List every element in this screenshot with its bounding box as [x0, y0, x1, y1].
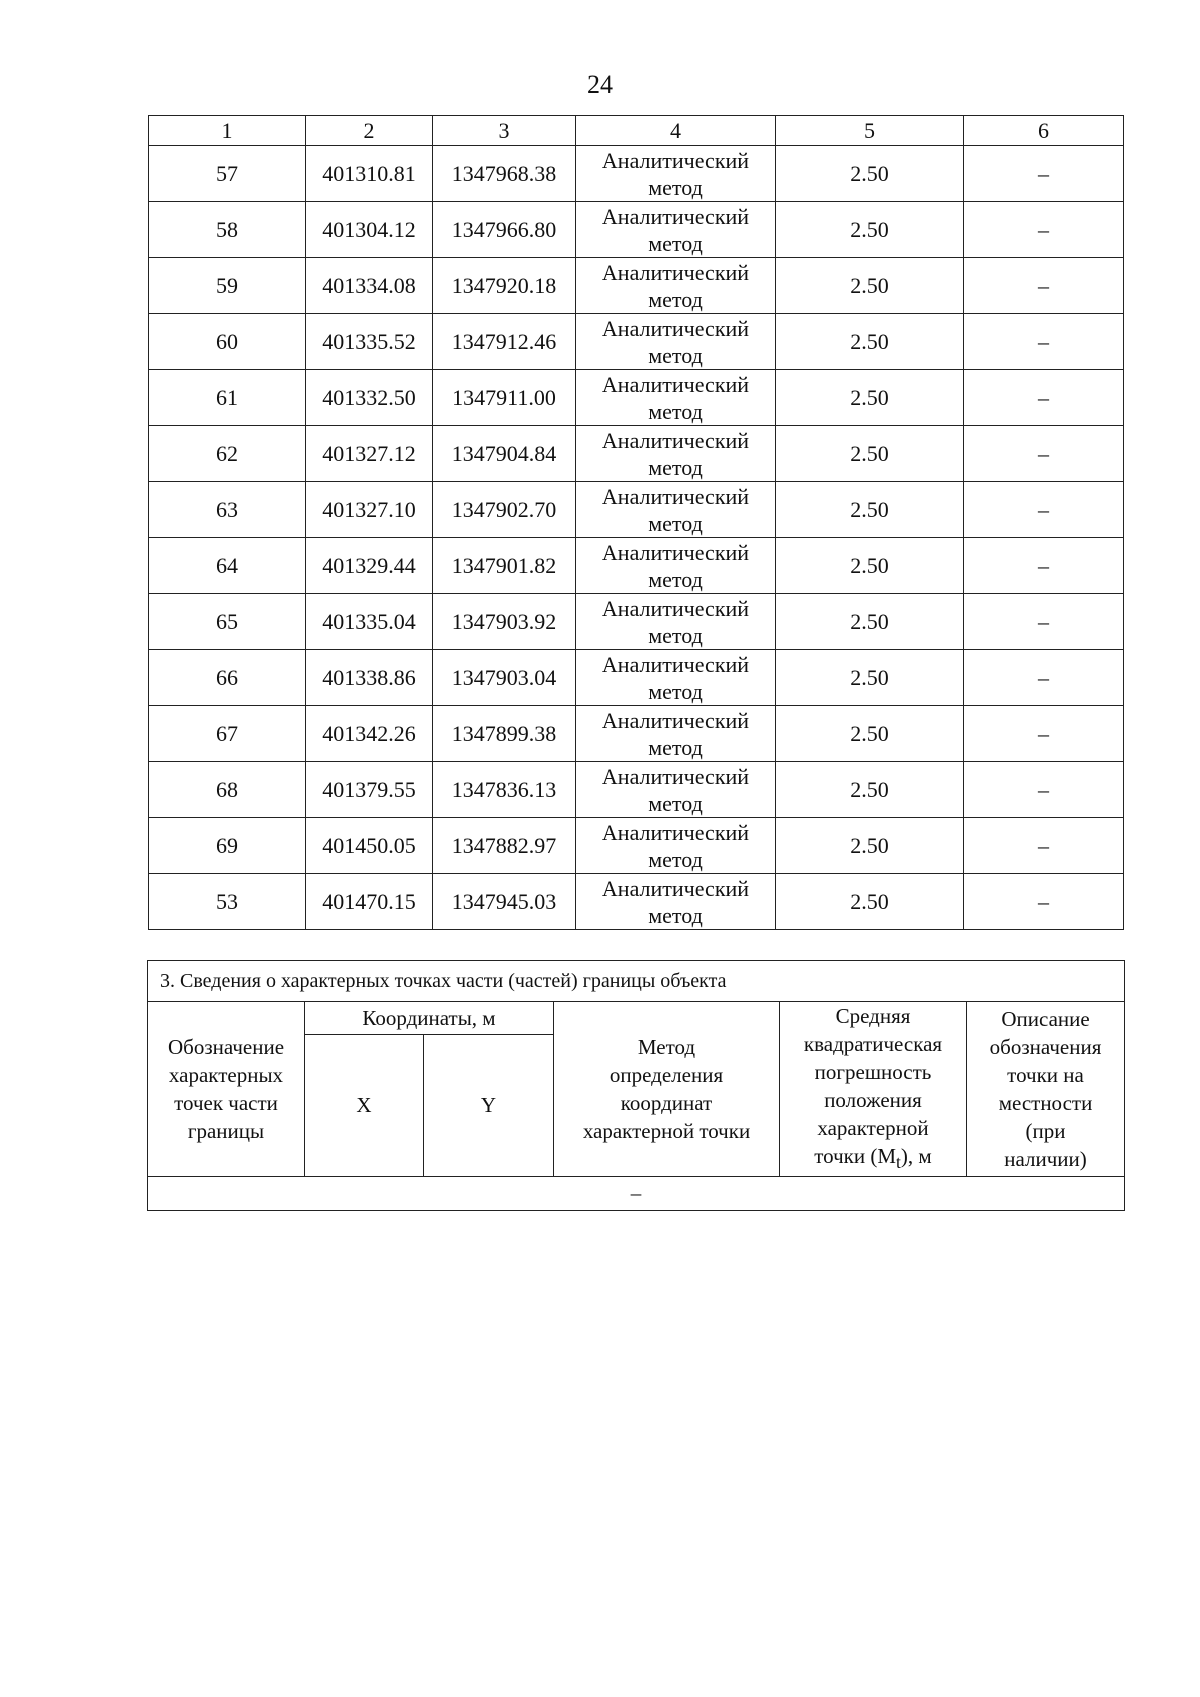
- method-line: Аналитический: [601, 203, 750, 229]
- header-line: Средняя: [835, 1004, 911, 1028]
- column-number: 6: [964, 116, 1124, 146]
- column-number: 3: [433, 116, 576, 146]
- method-line: Аналитический: [601, 483, 750, 509]
- error-cell: 2.50: [776, 314, 964, 370]
- description-cell: –: [964, 762, 1124, 818]
- header-line: определения: [609, 1063, 724, 1088]
- header-line: характерных: [168, 1063, 284, 1088]
- method-line: Аналитический: [601, 875, 750, 901]
- method-cell: [576, 370, 776, 426]
- method-cell: [576, 818, 776, 874]
- x-coordinate-cell: 401332.50: [306, 370, 433, 426]
- column-number: 1: [149, 116, 306, 146]
- method-line: метод: [648, 286, 703, 312]
- method-cell: [576, 202, 776, 258]
- header-line: точек части: [174, 1091, 278, 1116]
- point-number-cell: 62: [149, 426, 306, 482]
- x-coordinate-cell: 401327.10: [306, 482, 433, 538]
- method-line: Аналитический: [601, 315, 750, 341]
- error-header: [780, 1002, 967, 1177]
- error-cell: 2.50: [776, 818, 964, 874]
- error-cell: 2.50: [776, 762, 964, 818]
- section-title: 3. Сведения о характерных точках части (частей) границы объекта: [148, 961, 1125, 1002]
- header-line: координат: [620, 1091, 713, 1116]
- header-line: Описание: [1001, 1007, 1090, 1032]
- coordinates-header: Координаты, м: [305, 1002, 554, 1035]
- method-line: метод: [648, 230, 703, 256]
- error-cell: 2.50: [776, 370, 964, 426]
- method-cell: [576, 482, 776, 538]
- table-row: [149, 314, 1124, 370]
- point-number-cell: 67: [149, 706, 306, 762]
- y-coordinate-cell: 1347920.18: [433, 258, 576, 314]
- method-line: метод: [648, 902, 703, 928]
- x-coordinate-cell: 401338.86: [306, 650, 433, 706]
- description-cell: –: [964, 594, 1124, 650]
- y-coordinate-cell: 1347882.97: [433, 818, 576, 874]
- method-line: Аналитический: [601, 819, 750, 845]
- method-cell: [576, 146, 776, 202]
- column-number-row: [149, 116, 1124, 146]
- column-number: 2: [306, 116, 433, 146]
- header-line: Обозначение: [167, 1035, 285, 1060]
- method-line: Аналитический: [601, 371, 750, 397]
- table-row: [149, 650, 1124, 706]
- method-line: метод: [648, 734, 703, 760]
- y-coordinate-cell: 1347903.04: [433, 650, 576, 706]
- method-cell: [576, 874, 776, 930]
- x-coordinate-cell: 401379.55: [306, 762, 433, 818]
- x-coordinate-cell: 401450.05: [306, 818, 433, 874]
- y-header: Y: [424, 1035, 554, 1177]
- method-line: метод: [648, 510, 703, 536]
- header-line: Метод: [637, 1035, 696, 1060]
- header-line: характерной: [817, 1116, 929, 1140]
- error-cell: 2.50: [776, 594, 964, 650]
- method-cell: [576, 650, 776, 706]
- error-cell: 2.50: [776, 650, 964, 706]
- description-cell: –: [964, 482, 1124, 538]
- description-header: [967, 1002, 1125, 1177]
- header-line: (при: [1025, 1119, 1066, 1144]
- y-coordinate-cell: 1347945.03: [433, 874, 576, 930]
- error-cell: 2.50: [776, 258, 964, 314]
- point-number-cell: 66: [149, 650, 306, 706]
- error-cell: 2.50: [776, 482, 964, 538]
- header-line: квадратическая: [803, 1032, 943, 1056]
- error-cell: 2.50: [776, 874, 964, 930]
- header-line-prefix: точки (M: [814, 1144, 897, 1168]
- header-line: местности: [998, 1091, 1093, 1116]
- method-line: метод: [648, 174, 703, 200]
- header-line: точки на: [1007, 1063, 1084, 1088]
- point-number-cell: 64: [149, 538, 306, 594]
- header-line: обозначения: [989, 1035, 1102, 1060]
- table-row: [149, 146, 1124, 202]
- y-coordinate-cell: 1347899.38: [433, 706, 576, 762]
- table-row: [149, 426, 1124, 482]
- method-line: Аналитический: [601, 651, 750, 677]
- description-cell: –: [964, 818, 1124, 874]
- point-number-cell: 63: [149, 482, 306, 538]
- y-coordinate-cell: 1347912.46: [433, 314, 576, 370]
- parts-points-table: [147, 960, 1125, 1211]
- error-cell: 2.50: [776, 202, 964, 258]
- x-header: X: [305, 1035, 424, 1177]
- method-line: Аналитический: [601, 259, 750, 285]
- description-cell: –: [964, 314, 1124, 370]
- point-number-cell: 69: [149, 818, 306, 874]
- table-row: [149, 762, 1124, 818]
- y-coordinate-cell: 1347901.82: [433, 538, 576, 594]
- method-cell: [576, 594, 776, 650]
- table-row: [149, 482, 1124, 538]
- header-line: погрешность: [814, 1060, 932, 1084]
- x-coordinate-cell: 401327.12: [306, 426, 433, 482]
- point-number-cell: 59: [149, 258, 306, 314]
- table-row: [149, 258, 1124, 314]
- method-line: Аналитический: [601, 427, 750, 453]
- y-coordinate-cell: 1347904.84: [433, 426, 576, 482]
- description-cell: –: [964, 146, 1124, 202]
- method-line: метод: [648, 566, 703, 592]
- point-number-cell: 61: [149, 370, 306, 426]
- y-coordinate-cell: 1347968.38: [433, 146, 576, 202]
- description-cell: –: [964, 874, 1124, 930]
- description-cell: –: [964, 538, 1124, 594]
- error-cell: 2.50: [776, 538, 964, 594]
- method-line: Аналитический: [601, 707, 750, 733]
- header-line: [814, 1144, 932, 1173]
- description-cell: –: [964, 202, 1124, 258]
- header-line: наличии): [1004, 1147, 1087, 1172]
- x-coordinate-cell: 401310.81: [306, 146, 433, 202]
- empty-row-dash: –: [148, 1177, 1125, 1211]
- description-cell: –: [964, 370, 1124, 426]
- error-cell: 2.50: [776, 146, 964, 202]
- point-designation-header: [148, 1002, 305, 1177]
- method-line: метод: [648, 790, 703, 816]
- y-coordinate-cell: 1347966.80: [433, 202, 576, 258]
- x-coordinate-cell: 401342.26: [306, 706, 433, 762]
- method-cell: [576, 762, 776, 818]
- column-number: 5: [776, 116, 964, 146]
- point-number-cell: 57: [149, 146, 306, 202]
- point-number-cell: 58: [149, 202, 306, 258]
- description-cell: –: [964, 650, 1124, 706]
- method-line: метод: [648, 398, 703, 424]
- error-cell: 2.50: [776, 706, 964, 762]
- y-coordinate-cell: 1347911.00: [433, 370, 576, 426]
- page-number: 24: [587, 70, 613, 99]
- method-header: [554, 1002, 780, 1177]
- point-number-cell: 60: [149, 314, 306, 370]
- error-cell: 2.50: [776, 426, 964, 482]
- table-row: [149, 818, 1124, 874]
- y-coordinate-cell: 1347902.70: [433, 482, 576, 538]
- x-coordinate-cell: 401334.08: [306, 258, 433, 314]
- point-number-cell: 68: [149, 762, 306, 818]
- method-cell: [576, 706, 776, 762]
- description-cell: –: [964, 426, 1124, 482]
- method-cell: [576, 538, 776, 594]
- column-number: 4: [576, 116, 776, 146]
- method-line: Аналитический: [601, 147, 750, 173]
- method-line: метод: [648, 678, 703, 704]
- method-line: метод: [648, 846, 703, 872]
- method-line: Аналитический: [601, 595, 750, 621]
- point-number-cell: 65: [149, 594, 306, 650]
- coordinates-table: [148, 115, 1124, 930]
- method-line: метод: [648, 454, 703, 480]
- table-row: [149, 538, 1124, 594]
- x-coordinate-cell: 401335.04: [306, 594, 433, 650]
- header-line: границы: [187, 1119, 265, 1144]
- table-row: [149, 594, 1124, 650]
- table-row: [149, 874, 1124, 930]
- y-coordinate-cell: 1347836.13: [433, 762, 576, 818]
- header-line: характерной точки: [582, 1119, 751, 1144]
- header-line-suffix: ), м: [900, 1144, 932, 1168]
- table-row: [149, 370, 1124, 426]
- x-coordinate-cell: 401329.44: [306, 538, 433, 594]
- method-cell: [576, 314, 776, 370]
- method-line: метод: [648, 342, 703, 368]
- table-row: [149, 706, 1124, 762]
- method-cell: [576, 426, 776, 482]
- point-number-cell: 53: [149, 874, 306, 930]
- description-cell: –: [964, 706, 1124, 762]
- y-coordinate-cell: 1347903.92: [433, 594, 576, 650]
- x-coordinate-cell: 401335.52: [306, 314, 433, 370]
- x-coordinate-cell: 401304.12: [306, 202, 433, 258]
- method-line: Аналитический: [601, 763, 750, 789]
- method-cell: [576, 258, 776, 314]
- method-line: Аналитический: [601, 539, 750, 565]
- method-line: метод: [648, 622, 703, 648]
- table-row: [149, 202, 1124, 258]
- header-line: положения: [824, 1088, 922, 1112]
- description-cell: –: [964, 258, 1124, 314]
- x-coordinate-cell: 401470.15: [306, 874, 433, 930]
- subscript-t: t: [896, 1152, 901, 1173]
